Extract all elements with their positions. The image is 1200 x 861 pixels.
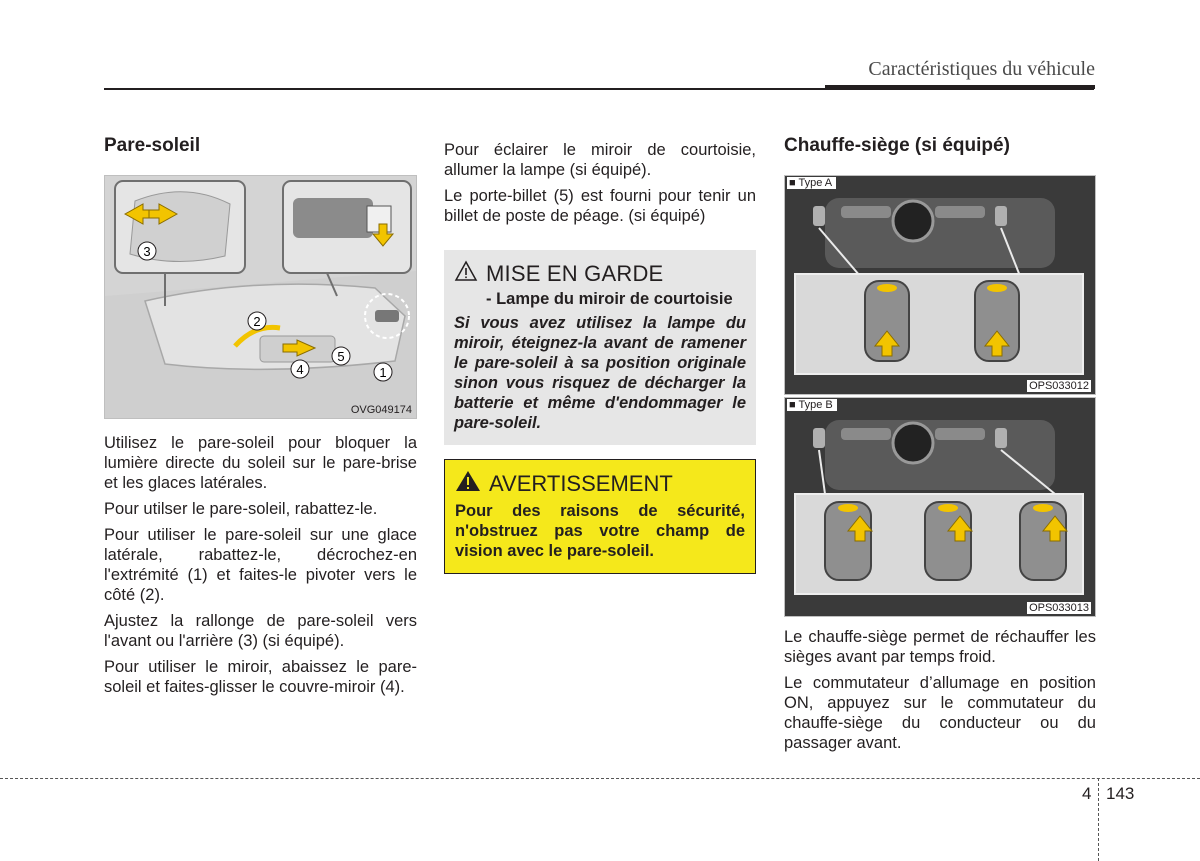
warning-text: Pour des raisons de sécurité, n'obstruez pas votre champ de vision avec le pare-soleil. — [455, 502, 745, 560]
seat-warmer-type-b-illustration — [785, 398, 1095, 616]
header-title: Caractéristiques du véhicule — [868, 58, 1095, 80]
paragraph: Ajustez la rallonge de pare-soleil vers l'avant ou l'arrière (3) (si équipé). — [104, 612, 417, 650]
figure-code: OVG049174 — [350, 404, 412, 416]
figure-code: OPS033012 — [1029, 380, 1089, 392]
seat-warmer-type-a-illustration — [785, 176, 1095, 394]
caution-title: MISE EN GARDE — [486, 260, 664, 286]
section-heading-sun-visor: Pare-soleil — [104, 135, 201, 156]
callout-5: 5 — [337, 349, 345, 364]
caution-box — [444, 250, 756, 445]
column-seat-warmer — [784, 135, 1096, 759]
header-rule-accent — [825, 85, 1095, 89]
sun-visor-illustration — [105, 176, 416, 418]
caution-subtitle: - Lampe du miroir de courtoisie — [486, 290, 733, 308]
paragraph: Le porte-billet (5) est fourni pour tenir un billet de poste de péage. (si équipé) — [444, 187, 756, 225]
section-number: 4 — [1082, 784, 1092, 803]
warning-triangle-icon — [455, 470, 481, 497]
paragraph: Pour utilser le pare-soleil, rabattez-le. — [104, 500, 378, 518]
paragraph: Le commutateur d’allumage en position ON, appuyez sur le commutateur du chauffe-siège du conducteur ou du passager avant. — [784, 674, 1096, 752]
footer-divider — [0, 778, 1200, 779]
section-heading-seat-warmer: Chauffe-siège (si équipé) — [784, 135, 1010, 156]
paragraph: Pour utiliser le miroir, abaissez le pare-soleil et faites-glisser le couvre-miroir (4). — [104, 658, 417, 696]
paragraph: Pour utiliser le pare-soleil sur une glace latérale, rabattez-le, décrochez-en l'extrémité (1) et faites-le pivoter vers le côté (2). — [104, 526, 417, 604]
seat-warmer-figure-type-a — [784, 175, 1096, 395]
figure-type-label: ■ Type B — [787, 399, 837, 411]
callout-2: 2 — [253, 314, 261, 329]
paragraph: Utilisez le pare-soleil pour bloquer la lumière directe du soleil sur le pare-brise et les glaces latérales. — [104, 434, 417, 492]
warning-triangle-icon — [454, 260, 478, 287]
figure-code: OPS033013 — [1029, 602, 1089, 614]
column-mirror — [444, 140, 756, 574]
callout-1: 1 — [379, 365, 387, 380]
footer-vertical-divider — [1098, 778, 1099, 861]
figure-type-label: ■ Type A — [787, 177, 836, 189]
paragraph: Pour éclairer le miroir de courtoisie, allumer la lampe (si équipé). — [444, 141, 756, 179]
sun-visor-figure — [104, 175, 417, 419]
seat-warmer-figure-type-b — [784, 397, 1096, 617]
callout-4: 4 — [296, 362, 304, 377]
warning-title: AVERTISSEMENT — [489, 470, 673, 496]
caution-text: Si vous avez utilisez la lampe du miroir, éteignez-la avant de ramener le pare-soleil à sa position originale sinon vous risquez de décharger la batterie et même d'endommager le pare-soleil. — [454, 314, 746, 432]
callout-3: 3 — [143, 244, 151, 259]
page-number: 143 — [1106, 784, 1135, 803]
column-sun-visor — [104, 135, 417, 703]
warning-box — [444, 459, 756, 574]
paragraph: Le chauffe-siège permet de réchauffer les sièges avant par temps froid. — [784, 628, 1096, 666]
